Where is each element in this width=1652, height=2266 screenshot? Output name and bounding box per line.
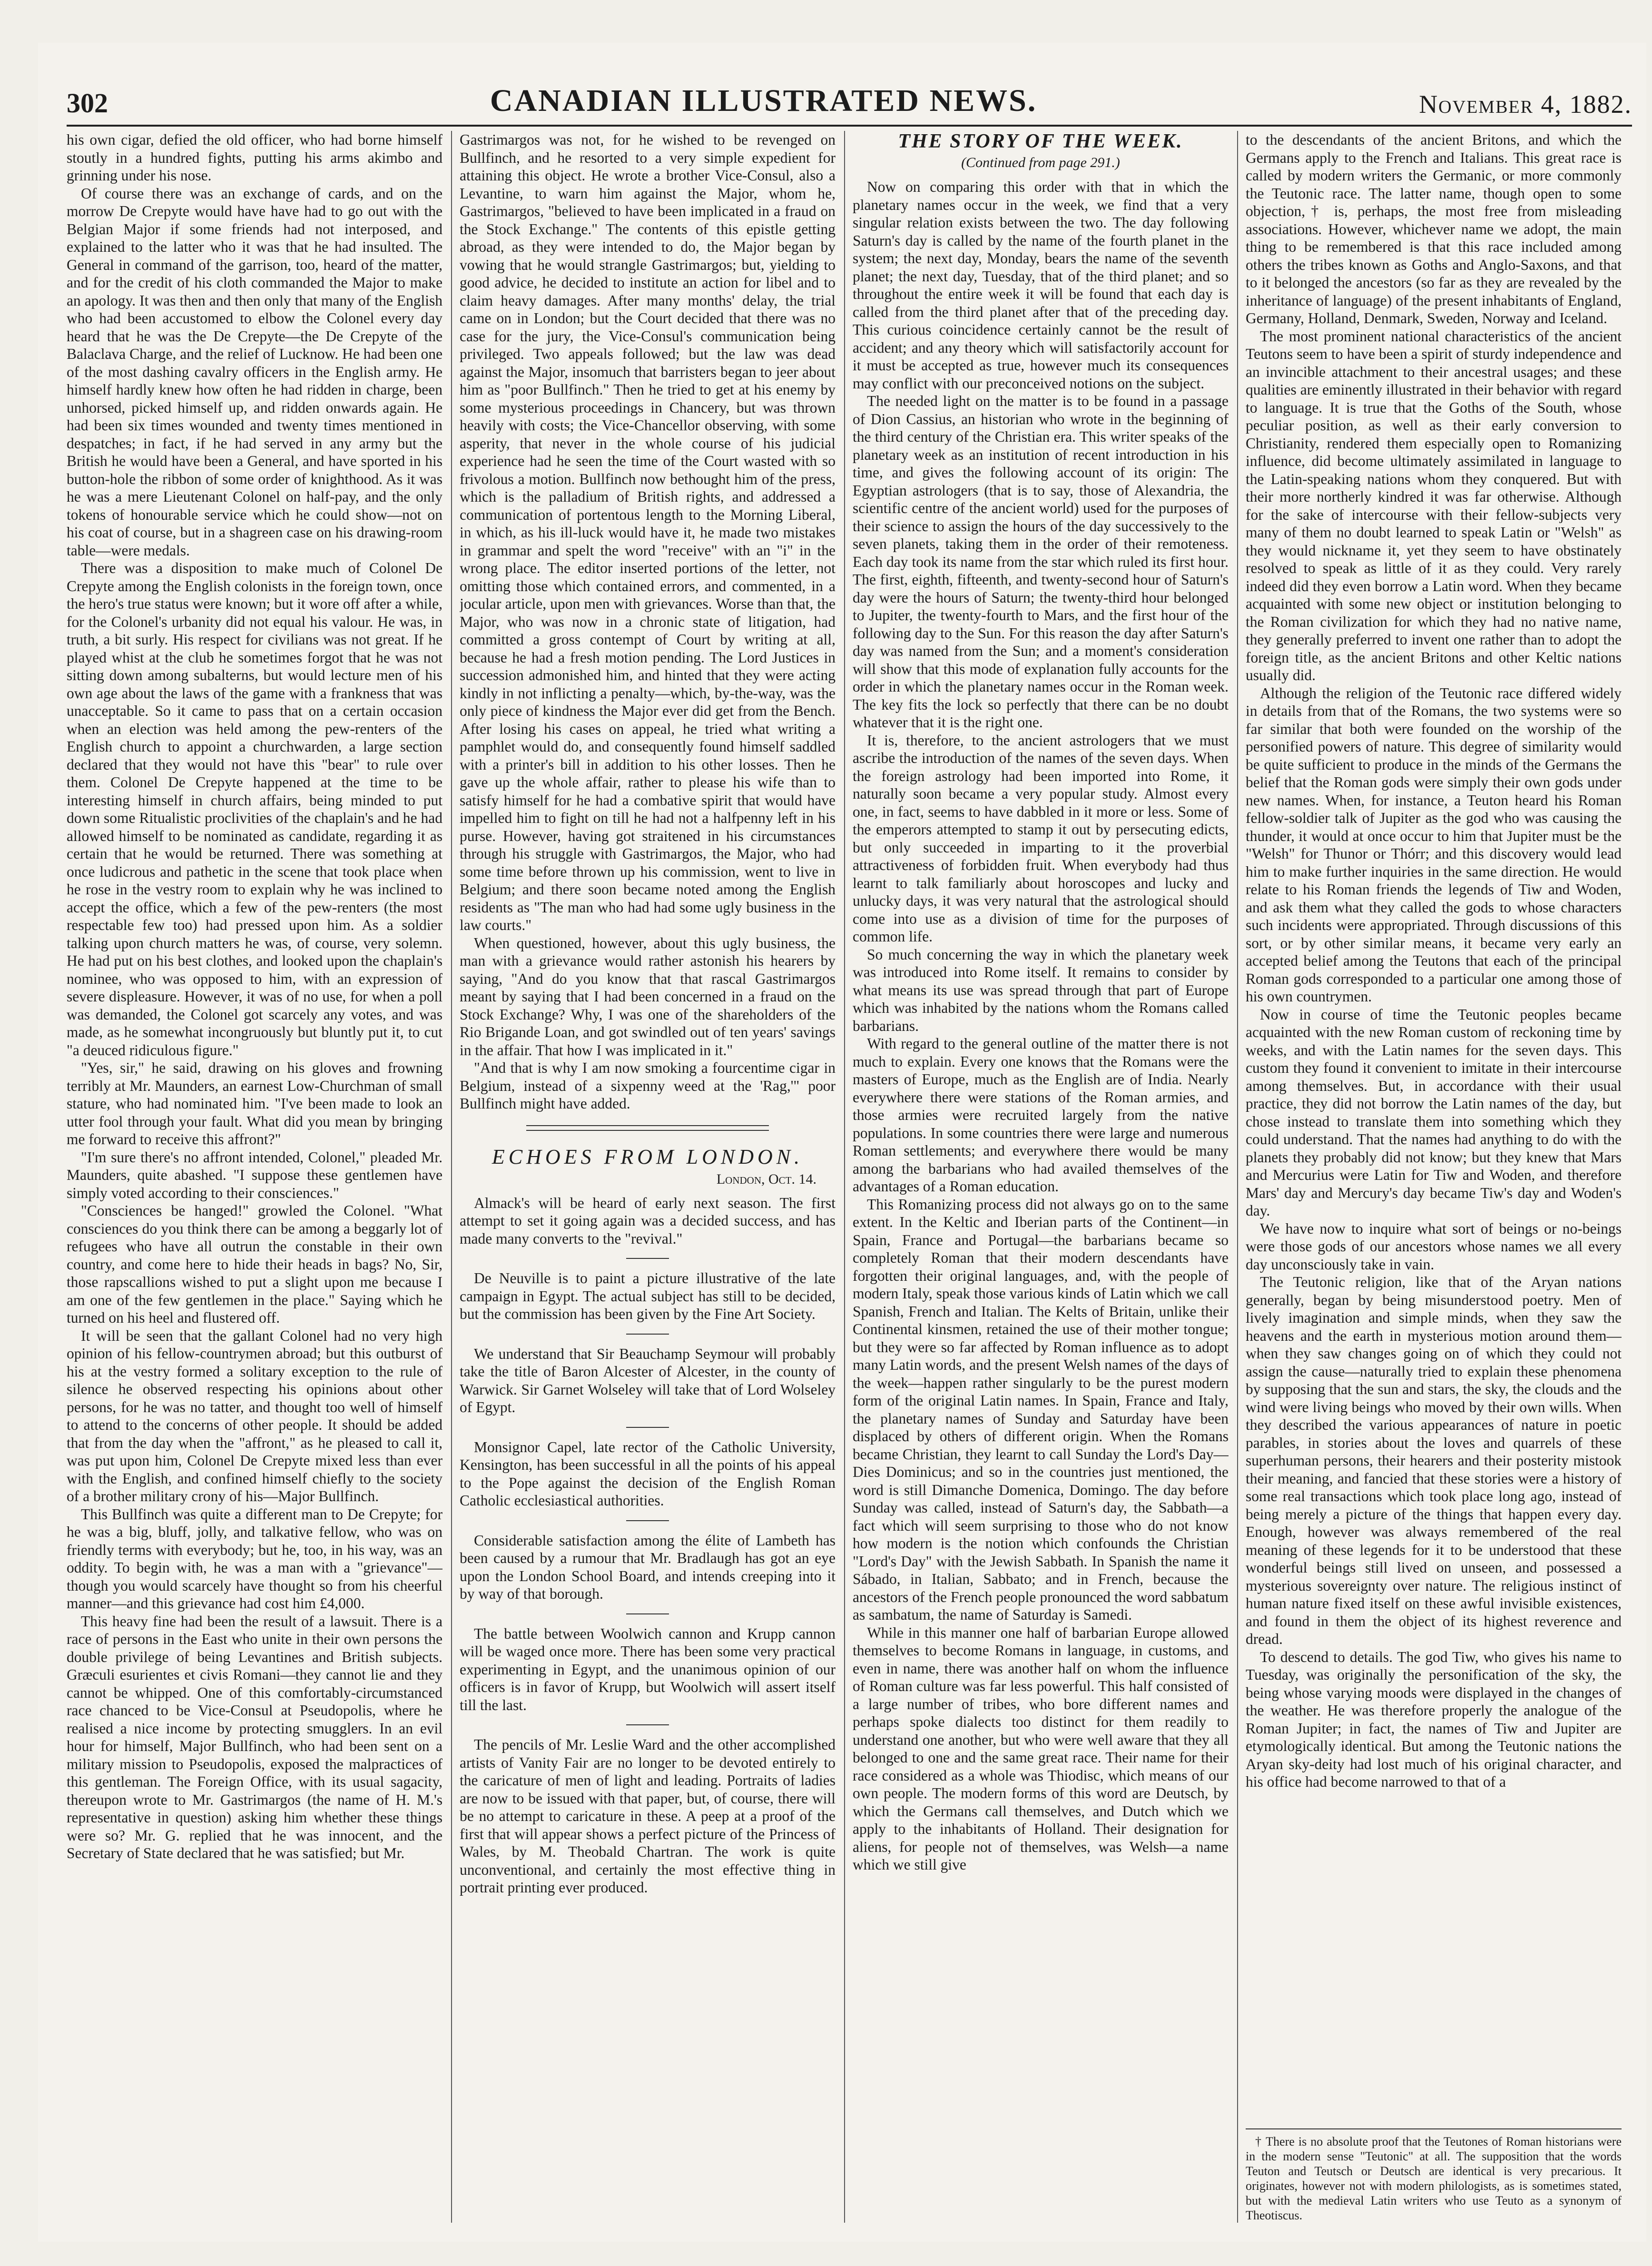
paragraph: "Consciences be hanged!" growled the Colonel. "What consciences do you think there can be among a beggarly lot of refugees who have all outrun the constable in their own country, and come here to hide their heads in bags? No, Sir, those rapscallions wished to put a slight upon me because I am one of the few gentlemen in the place." Saying which he turned on his heel and flustered off. (67, 1202, 442, 1326)
continued-note: (Continued from page 291.) (961, 154, 1120, 170)
echo-item: Considerable satisfaction among the élite of Lambeth has been caused by a rumour that Mr. Bradlaugh has got an eye upon the London School Board, and intends creeping into it by way of that borough. (460, 1532, 836, 1602)
story-heading: THE STORY OF THE WEEK. (898, 131, 1183, 152)
item-divider (626, 1613, 669, 1614)
columns (67, 131, 1632, 2223)
paragraph: When questioned, however, about this ugly business, the man with a grievance would rather astonish his hearers by saying, "And do you know that that rascal Gastrimargos meant by saying that I had been concerned in a fraud on the Stock Exchange? Why, I was one of the shareholders of the Rio Brigande Loan, and got swindled out of ten years' savings in the affair. That how I was implicated in it." (460, 934, 836, 1059)
paragraph: to the descendants of the ancient Britons, and which the Germans apply to the French and Italians. This great race is called by modern writers the Germanic, or more commonly the Teutonic race. The latter name, though open to some objection,† is, perhaps, the most free from misleading associations. However, whichever name we adopt, the main thing to be remembered is that this race included among others the tribes known as Goths and Anglo-Saxons, and that to it belonged the ancestors (so far as they are revealed by the inheritance of language) of the present inhabitants of England, Germany, Holland, Denmark, Sweden, Norway and Iceland. (1246, 131, 1622, 327)
echo-item: The pencils of Mr. Leslie Ward and the other accomplished artists of Vanity Fair are no longer to be devoted entirely to the caricature of men of light and leading. Portraits of ladies are now to be issued with that paper, but, of course, there will be no attempt to caricature in these. A peep at a proof of the first that will appear shows a perfect picture of the Princess of Wales, by M. Theobald Chartran. The work is quite unconventional, and certainly the most effective thing in portrait printing ever produced. (460, 1736, 836, 1896)
page-number: 302 (67, 88, 108, 119)
paragraph: It will be seen that the gallant Colonel had no very high opinion of his fellow-countrymen abroad; but this outburst of his at the vestry formed a solitary exception to the rule of silence he observed respecting his opinions about other persons, for he was no tatter, and thought too well of himself to attend to the concerns of other people. It should be added that from the day when the "affront," as he pleased to call it, was put upon him, Colonel De Crepyte mixed less than ever with the English, and confined himself chiefly to the society of a brother military crony of his—Major Bullfinch. (67, 1327, 442, 1504)
paragraph: "I'm sure there's no affront intended, Colonel," pleaded Mr. Maunders, quite abashed. "I suppose these gentlemen have simply voted according to their consciences." (67, 1148, 442, 1201)
echoes-heading: ECHOES FROM LONDON. (492, 1145, 804, 1168)
paragraph: While in this manner one half of barbarian Europe allowed themselves to become Romans in language, in customs, and even in name, there was another half on whom the influence of Roman culture was far less powerful. This half consisted of a large number of tribes, who bore different names and perhaps spoke dialects too distinct for them readily to understand one another, but who were well aware that they all belonged to one and the same great race. Their name for their race considered as a whole was Thiodisc, which means of our own people. The modern forms of this word are Deutsch, by which the Germans call themselves, and Dutch which we apply to the inhabitants of Holland. Their designation for aliens, for people not of themselves, was Welsh—a name which we still give (853, 1624, 1229, 1873)
paragraph: "And that is why I am now smoking a fourcentime cigar in Belgium, instead of a sixpenny weed at the 'Rag,'" poor Bullfinch might have added. (460, 1059, 836, 1112)
echo-item: De Neuville is to paint a picture illustrative of the late campaign in Egypt. The actual subject has still to be decided, but the commission has been given by the Fine Art Society. (460, 1270, 836, 1322)
newspaper-title: CANADIAN ILLUSTRATED NEWS. (490, 83, 1037, 118)
paragraph: Gastrimargos was not, for he wished to be revenged on Bullfinch, and he resorted to a very simple expedient for attaining this object. He wrote a brother Vice-Consul, also a Levantine, to warn him against the Major, whom he, Gastrimargos, "believed to have been implicated in a fraud on the Stock Exchange." The contents of this epistle getting abroad, as they were intended to do, the Major began by vowing that he would strangle Gastrimargos; but, yielding to good advice, he decided to institute an action for libel and to claim heavy damages. After many months' delay, the trial came on in London; but the Court decided that there was no case for the jury, the Vice-Consul's communication being privileged. Two appeals followed; but the law was dead against the Major, insomuch that barristers began to jeer about him as "poor Bullfinch." Then he tried to get at his enemy by some mysterious proceedings in Chancery, but was thrown heavily with costs; the Vice-Chancellor observing, with some asperity, that never in the whole course of his judicial experience had he seen the time of the Court wasted with so frivolous a motion. Bullfinch now bethought him of the press, which is the palladium of British rights, and addressed a communication of portentous length to the Morning Liberal, in which, as his ill-luck would have it, he made two mistakes in grammar and spelt the word "receive" with an "i" in the wrong place. The editor inserted portions of the letter, not omitting those which contained errors, and commented, in a jocular article, upon men with grievances. Worse than that, the Major, who was now in a chronic state of litigation, had committed a gross contempt of Court by writing at all, because he had a fresh motion pending. The Lord Justices in succession admonished him, and hinted that they were acting kindly in not inflicting a penalty—which, by-the-way, was the only piece of kindness the Major ever did get from the Bench. After losing his cases on appeal, he tried what writing a pamphlet would do, and consequently found himself saddled with a printer's bill in addition to his other losses. Then he gave up the whole affair, rather to please his wife than to satisfy himself for he had a combative spirit that would have impelled him to fight on till he had not a halfpenny left in his purse. However, having got straitened in his circumstances through his struggle with Gastrimargos, the Major, who had some time before thrown up his commission, went to live in Belgium; and there soon became noted among the English residents as "The man who had had some ugly business in the law courts." (460, 131, 836, 933)
paragraph: With regard to the general outline of the matter there is not much to explain. Every one knows that the Romans were the masters of Europe, much as the English are of India. Nearly everywhere there were stations of the Roman armies, and those armies were recruited largely from the native populations. In some countries there were large and numerous Roman settlements; and everywhere there would be many among the barbarians who had availed themselves of the advantages of a Roman education. (853, 1035, 1229, 1195)
newspaper-page (38, 43, 1646, 2242)
column-2 (460, 131, 836, 2223)
paragraph: To descend to details. The god Tiw, who gives his name to Tuesday, was originally the personification of the sky, the being whose varying moods were displayed in the changes of the weather. He was therefore properly the analogue of the Roman Jupiter; in fact, the names of Tiw and Jupiter are etymologically identical. But among the Teutonic nations the Aryan sky-deity had lost much of his original character, and his office had become narrowed to that of a (1246, 1648, 1622, 1790)
issue-date: November 4, 1882. (1419, 90, 1632, 119)
masthead (67, 57, 1632, 127)
paragraph: This Romanizing process did not always go on to the same extent. In the Keltic and Iberian parts of the Continent—in Spain, France and Portugal—the barbarians became so completely Roman that their modern descendants have forgotten their original languages, and, with the people of modern Italy, speak those various kinds of Latin which we call Spanish, French and Italian. The Kelts of Britain, unlike their Continental kinsmen, retained the use of their mother tongue; but they were so far affected by Roman influence as to adopt many Latin words, and the present Welsh names of the days of the week—happen rather singularly to be the purest modern form of the original Latin names. In Spain, France and Italy, the planetary names of Sunday and Saturday have been displaced by others of different origin. When the Romans became Christian, they learnt to call Sunday the Lord's Day—Dies Dominicus; and so in the countries just mentioned, the word is still Dimanche Domenica, Domingo. The day before Sunday was called, instead of Saturn's day, the Sabbath—a fact which will seem surprising to those who do not know how modern is the notion which confounds the Christian "Lord's Day" with the Jewish Sabbath. In Spanish the name it Sábado, in Italian, Sabbato; and in French, because the ancestors of the French people pronounced the word sabbatum as sambatum, the name of Saturday is Samedi. (853, 1196, 1229, 1623)
item-divider (626, 1334, 669, 1335)
item-divider (626, 1427, 669, 1428)
paragraph: This heavy fine had been the result of a lawsuit. There is a race of persons in the East who unite in their own persons the double privilege of being Levantines and British subjects. Græculi esurientes et civis Romani—they cannot lie and they cannot be whipped. One of this comfortably-circumstanced race chanced to be Vice-Consul at Pseudopolis, where he realised a nice income by protecting smugglers. In an evil hour for himself, Major Bullfinch, who had been sent on a military mission to Pseudopolis, exposed the malpractices of this gentleman. The Foreign Office, with its usual sagacity, thereupon wrote to Mr. Gastrimargos (the name of H. M.'s representative in question) asking him whether these things were so? Mr. G. replied that he was innocent, and the Secretary of State declared that he was satisfied; but Mr. (67, 1613, 442, 1861)
paragraph: Of course there was an exchange of cards, and on the morrow De Crepyte would have have had to go out with the Belgian Major if some friends had not interposed, and explained to the latter who it was that he had insulted. The General in command of the garrison, too, heard of the matter, and for the credit of his cloth commanded the Major to make an apology. It was then and then only that many of the English who had been accustomed to elbow the Colonel every day heard that he was the De Crepyte—the De Crepyte of the Balaclava Charge, and the relief of Lucknow. He had been one of the most dashing cavalry officers in the English army. He himself hardly knew how often he had ridden in charge, been unhorsed, picked himself up, and ridden onwards again. He had been six times wounded and twenty times mentioned in despatches; in fact, if he had served in any army but the British he would have been a General, and have sported in his button-hole the ribbon of some order of knighthood. As it was he was a mere Lieutenant Colonel on half-pay, and the only tokens of honourable service which he could show—not on his coat of course, but in a shagreen case on his drawing-room table—were medals. (67, 185, 442, 559)
dateline: London, Oct. 14. (716, 1171, 816, 1187)
column-3 (853, 131, 1229, 2223)
item-divider (626, 1258, 669, 1259)
column-4 (1246, 131, 1622, 2223)
paragraph: The needed light on the matter is to be found in a passage of Dion Cassius, an historian who wrote in the beginning of the third century of the Christian era. This writer speaks of the planetary week as an institution of recent introduction in his time, and gives the following account of its origin: The Egyptian astrologers (that is to say, those of Alexandria, the scientific centre of the ancient world) used for the purposes of their science to assign the hours of the day successively to the seven planets, taking them in the order of their remoteness. Each day took its name from the star which ruled its first hour. The first, eighth, fifteenth, and twenty-second hour of Saturn's day were the hours of Saturn; the twenty-third hour belonged to Jupiter, the twenty-fourth to Mars, and the first hour of the following day to the Sun. For this reason the day after Saturn's day was named from the Sun; and a moment's consideration will show that this mode of explanation fully accounts for the order in which the planetary names occur in the Roman week. The key fits the lock so perfectly that there can be no doubt whatever that it is the right one. (853, 393, 1229, 731)
footnote (1246, 2128, 1622, 2223)
column-rule (844, 131, 845, 2223)
paragraph: The most prominent national characteristics of the ancient Teutons seem to have been a spirit of sturdy independence and an invincible attachment to their ancestral usages; and these qualities are eminently illustrated in their behavior with regard to language. It is true that the Goths of the South, whose peculiar position, as well as their early conversion to Christianity, rendered them especially open to Romanizing influence, did become ultimately assimilated in language to the Latin-speaking nations whom they conquered. But with their more northerly kindred it was far otherwise. Although for the sake of intercourse with their fellow-subjects very many of them no doubt learned to speak Latin or "Welsh" as they would nickname it, yet they seem to have obstinately resolved to speak as little of it as they could. Very rarely indeed did they even borrow a Latin word. When they became acquainted with some new object or institution belonging to the Roman civilization for which they had no native name, they generally preferred to invent one rather than to adopt the foreign title, as the ancient Britons and other Keltic nations usually did. (1246, 327, 1622, 683)
section-divider (526, 1125, 769, 1131)
echo-item: Almack's will be heard of early next season. The first attempt to set it going again was a decided success, and has made many converts to the "revival." (460, 1194, 836, 1247)
paragraph: Although the religion of the Teutonic race differed widely in details from that of the Romans, the two systems were so far similar that both were founded on the worship of the personified powers of nature. This degree of similarity would be quite sufficient to produce in the minds of the Germans the belief that the Roman gods were simply their own gods under new names. When, for instance, a Teuton heard his Roman fellow-soldier talk of Jupiter as the god who was causing the thunder, it would at once occur to him that Jupiter must be the "Welsh" for Thunor or Thórr; and this discovery would lead him to make further inquiries in the same direction. He would relate to his Roman friends the legends of Tiw and Woden, and ask them what they called the gods to whose characters such incidents were appropriated. Through discussions of this sort, or by other similar means, it became very early an accepted belief among the Teutons that each of the principal Roman gods corresponded to a particular one among those of his own countrymen. (1246, 684, 1622, 1005)
paragraph: his own cigar, defied the old officer, who had borne himself stoutly in a hundred fights, putting his arms akimbo and grinning under his nose. (67, 131, 442, 184)
item-divider (626, 1520, 669, 1521)
paragraph: "Yes, sir," he said, drawing on his gloves and frowning terribly at Mr. Maunders, an earnest Low-Churchman of small stature, who had nominated him. "I've been made to look an utter fool through your fault. What did you mean by bringing me forward to receive this affront?" (67, 1059, 442, 1148)
column-rule (1237, 131, 1238, 2223)
paragraph: So much concerning the way in which the planetary week was introduced into Rome itself. It remains to consider by what means its use was spread through that part of Europe which was inhabited by the nations whom the Romans called barbarians. (853, 946, 1229, 1034)
item-divider (626, 1724, 669, 1725)
paragraph: Now in course of time the Teutonic peoples became acquainted with the new Roman custom of reckoning time by weeks, and with the Latin names for the seven days. This custom they found it convenient to imitate in their intercourse among themselves. But, in accordance with their usual practice, they did not borrow the Latin names of the day, but chose instead to translate them into something which they could understand. That the names had anything to do with the planets they probably did not know; but they knew that Mars and Mercurius were Latin for Tiw and Woden, and therefore Mars' day and Mercury's day became Tiw's day and Woden's day. (1246, 1006, 1622, 1219)
column-1 (67, 131, 442, 2223)
paragraph: We have now to inquire what sort of beings or no-beings were those gods of our ancestors whose names we all every day unconsciously take in vain. (1246, 1220, 1622, 1273)
echo-item: The battle between Woolwich cannon and Krupp cannon will be waged once more. There has been some very practical experimenting in Egypt, and the unanimous opinion of our officers is in favor of Krupp, but Woolwich will assert itself till the last. (460, 1625, 836, 1713)
paragraph: This Bullfinch was quite a different man to De Crepyte; for he was a big, bluff, jolly, and talkative fellow, who was on friendly terms with everybody; but he, too, in his way, was an oddity. To begin with, he was a man with a "grievance"—though you would scarcely have thought so from his cheerful manner—and this grievance had cost him £4,000. (67, 1505, 442, 1612)
column-rule (451, 131, 452, 2223)
echo-item: We understand that Sir Beauchamp Seymour will probably take the title of Baron Alcester of Alcester, in the county of Warwick. Sir Garnet Wolseley will take that of Lord Wolseley of Egypt. (460, 1345, 836, 1415)
paragraph: It is, therefore, to the ancient astrologers that we must ascribe the introduction of the names of the seven days. When the foreign astrology had been imported into Rome, it naturally soon became a very popular study. Almost every one, in fact, seems to have dabbled in it more or less. Some of the emperors attempted to stamp it out by persecuting edicts, but only succeeded in imparting to it the proverbial attractiveness of forbidden fruit. When everybody had thus learnt to talk familiarly about horoscopes and lucky and unlucky days, it was very natural that the astrological should come into use as a division of time for the purposes of common life. (853, 732, 1229, 945)
paragraph: There was a disposition to make much of Colonel De Crepyte among the English colonists in the foreign town, once the hero's true status were known; but it wore off after a while, for the Colonel's urbanity did not equal his valour. He was, in truth, a bit surly. His respect for civilians was not great. If he played whist at the club he sometimes forgot that he was not sitting down among subalterns, but would lecture men of his own age about the laws of the game with a frankness that was unacceptable. So it came to pass that on a certain occasion when an election was held among the pew-renters of the English church to appoint a churchwarden, a large section declared that they would not have this "bear" to rule over them. Colonel De Crepyte happened at the time to be interesting himself in church affairs, being minded to put down some Ritualistic proclivities of the chaplain's and he had allowed himself to be nominated as candidate, regarding it as certain that he would be returned. There was something at once ludicrous and pathetic in the scene that took place when he rose in the vestry room to explain why he was inclined to accept the office, which a few of the pew-renters (the most respectable few too) had pressed upon him. As a soldier talking upon church matters he was, of course, very solemn. He had put on his best clothes, and looked upon the chaplain's nominee, who was opposed to him, with an expression of severe displeasure. However, it was of no use, for when a poll was demanded, the Colonel got scarcely any votes, and was made, as he somewhat incongruously but bluntly put it, to cut "a deuced ridiculous figure." (67, 560, 442, 1059)
echo-item: Monsignor Capel, late rector of the Catholic University, Kensington, has been successful in all the points of his appeal to the Pope against the decision of the English Roman Catholic ecclesiastical authorities. (460, 1438, 836, 1509)
paragraph: Now on comparing this order with that in which the planetary names occur in the week, we find that a very singular relation exists between the two. The day following Saturn's day is called by the name of the fourth planet in the system; the next day, Monday, bears the name of the seventh planet; the next day, Tuesday, that of the third planet; and so throughout the entire week it will be found that each day is called from the third planet after that of the preceding day. This curious coincidence certainly cannot be the result of accident; and any theory which will satisfactorily account for it must be accepted as true, however much its consequences may conflict with our preconceived notions on the subject. (853, 178, 1229, 392)
paragraph: The Teutonic religion, like that of the Aryan nations generally, began by being misunderstood poetry. Men of lively imagination and simple minds, when they saw the heavens and the earth in mysterious motion around them—when they saw changes going on of which they could not assign the cause—naturally tried to explain these phenomena by supposing that the sun and stars, the sky, the clouds and the wind were living beings who moved by their own wills. When they described the various appearances of nature in poetic parables, in stories about the loves and quarrels of these superhuman persons, their hearers and their posterity mistook their meaning, and fancied that these stories were a history of some real transactions which took place long ago, instead of being merely a picture of the things that happen every day. Enough, however was always remembered of the real meaning of these legends for it to be understood that these wonderful beings still lived on unseen, and possessed a mysterious sovereignty over nature. The religious instinct of human nature fixed itself on these awful invisible existences, and found in them the object of its highest reverence and dread. (1246, 1274, 1622, 1647)
footnote-text: † There is no absolute proof that the Teutones of Roman historians were in the modern sense "Teutonic" at all. The supposition that the words Teuton and Teutsch or Deutsch are identical is very precarious. It originates, however not with modern philologists, as is sometimes stated, but with the medieval Latin writers who use Teuto as a synonym of Theotiscus. (1246, 2135, 1622, 2222)
